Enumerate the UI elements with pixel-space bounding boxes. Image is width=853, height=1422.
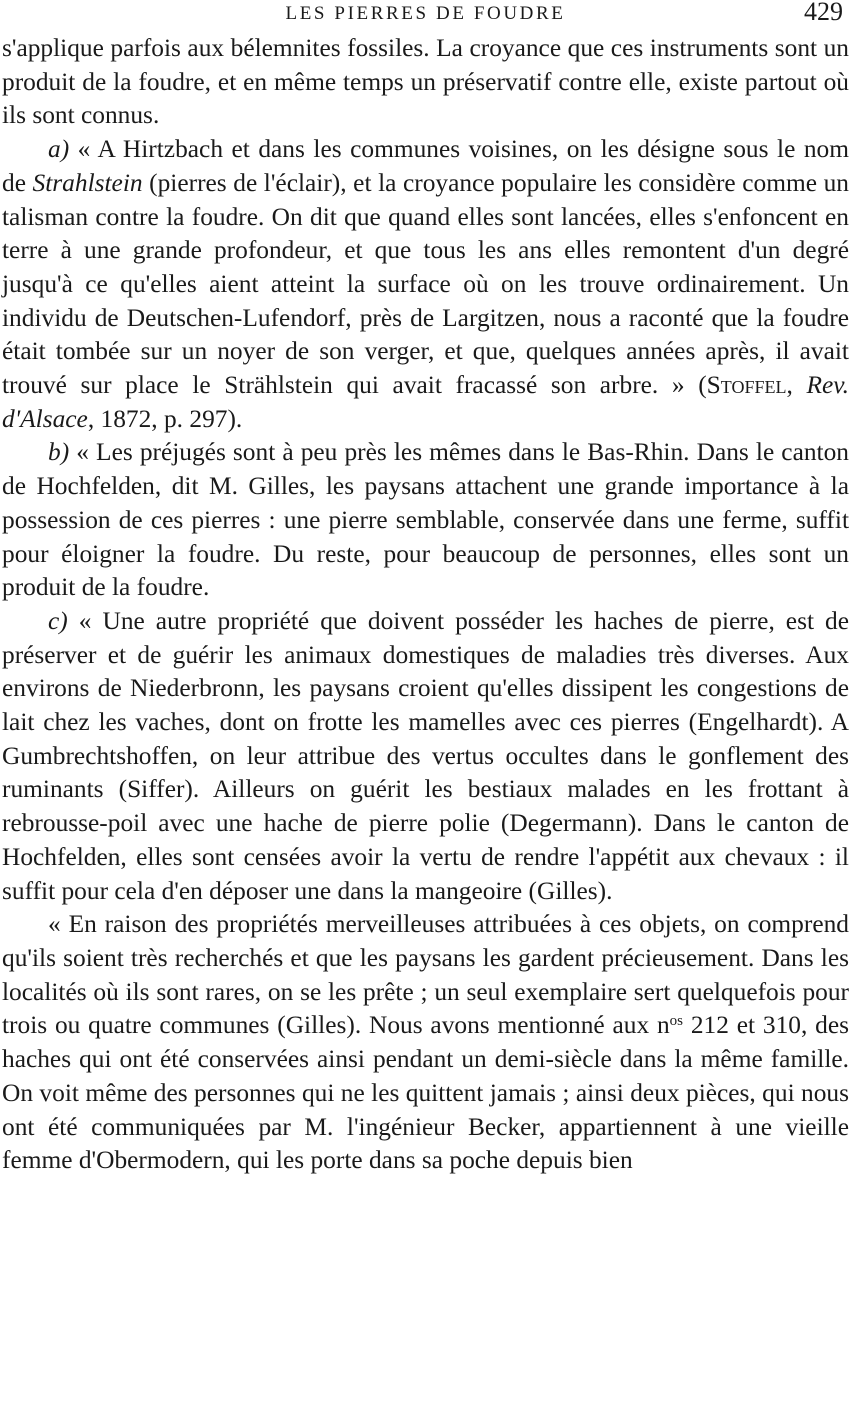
paragraph-text: « En raison des propriétés merveilleuses attribuées à ces objets, on comprend qu'ils soient très recherchés et que les paysans les gardent précieusement. Dans les localités où ils sont rares, on se les prête ; un seul exemplaire sert quelquefois pour trois ou quatre communes (Gilles). Nous avons mentionné aux n [2,910,849,1040]
paragraph-text: « Les préjugés sont à peu près les mêmes dans le Bas-Rhin. Dans le canton de Hochfelden, dit M. Gilles, les paysans attachent une grande importance à la possession de ces pierres : une pierre semblable, conservée dans une ferme, suffit pour éloigner la foudre. Du reste, pour beaucoup de personnes, elles sont un produit de la foudre. [2,438,849,602]
paragraph-b [2,436,849,605]
paragraph-text: « A Hirtzbach et dans les communes voisines, on les désigne sous le nom de [2,135,849,197]
paragraph-text: , 1872, p. 297). [87,404,243,433]
paragraph-label: c) [48,606,68,635]
term-strahlstein: Strahlstein [32,168,143,197]
paragraph-label: a) [48,135,70,164]
superscript-os: os [669,1013,683,1030]
citation-source: Rev. d'Alsace [2,371,849,433]
paragraph-text: 212 et 310, des haches qui ont été conservées ainsi pendant un demi-siècle dans la même famille. On voit même des personnes qui ne les quittent jamais ; ainsi deux pièces, qui nous ont été communiquées par M. l'ingénieur Becker, appartiennent à une vieille femme d'Obermodern, qui les porte dans sa poche depuis bien [2,1011,849,1175]
paragraph-d [2,908,849,1178]
paragraph-c [2,605,849,908]
running-header [2,0,849,32]
page-number: 429 [804,0,843,26]
running-title: LES PIERRES DE FOUDRE [285,3,566,24]
paragraph-a [2,133,849,436]
paragraph-intro [2,32,849,133]
intro-text: s'applique parfois aux bélemnites fossiles. La croyance que ces instruments sont un produit de la foudre, et en même temps un préservatif contre elle, existe partout où ils sont connus. [2,34,849,130]
paragraph-text: , [786,371,793,400]
paragraph-text: « Une autre propriété que doivent posséder les haches de pierre, est de préserver et de guérir les animaux domestiques de maladies très diverses. Aux environs de Niederbronn, les paysans croient qu'elles dissipent les congestions de lait chez les vaches, dont on frotte les mamelles avec ces pierres (Engelhardt). A Gumbrechtshoffen, on leur attribue des vertus occultes dans le gonflement des ruminants (Siffer). Ailleurs on guérit les bestiaux malades en les frottant à rebrousse-poil avec une hache de pierre polie (Degermann). Dans le canton de Hochfelden, elles sont censées avoir la vertu de rendre l'appétit aux chevaux : il suffit pour cela d'en déposer une dans la mangeoire (Gilles). [2,606,849,905]
paragraph-label: b) [48,438,70,467]
citation-author: Stoffel [706,371,787,400]
paragraph-text: (pierres de l'éclair), et la croyance populaire les considère comme un talisman contre la foudre. On dit que quand elles sont lancées, elles s'enfoncent en terre à une grande profondeur, et que tous les ans elles remontent d'un degré jusqu'à ce qu'elles aient atteint la surface où on les trouve ordinairement. Un individu de Deutschen-Lufendorf, près de Largitzen, nous a raconté que la foudre était tombée sur un noyer de son verger, et que, quelques années après, il avait trouvé sur place le Strählstein qui avait fracassé son arbre. » ( [2,168,849,400]
body-text [2,32,849,1178]
